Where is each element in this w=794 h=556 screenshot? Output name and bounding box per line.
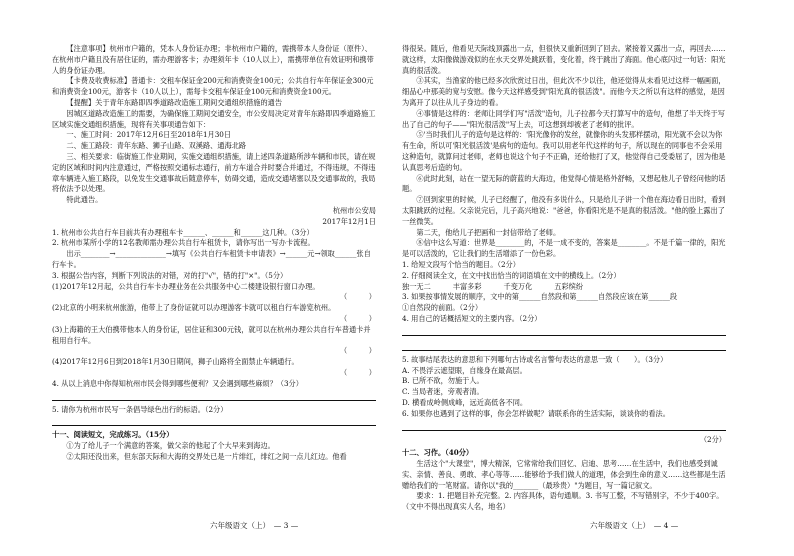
notice-para-2: 【卡费及收费标准】普通卡：交租车保证金200元和消费资金100元；公共自行车年保证金300元和消费资金100元，游客卡（10人以上），需每卡交租车保证金100元和消费资金100元。: [52, 76, 374, 97]
question-3-item-1: (1)2017年12月起，公共自行车卡办理业务在公共服务中心二楼建设银行窗口办理。: [52, 281, 320, 291]
notice-para-1: 【注意事项】杭州市户籍的，凭本人身份证办理；非杭州市户籍的，需携带本人身份证（原件）、在杭州市户籍且没有居住证的，需办理游客卡；办理须年卡（10人以上），需携带单位有效证明和携带人的身份证办理。: [52, 44, 374, 75]
announcement-para-4: 三、相关要求：临街施工作业期间，实施交通组织措施，请上述四条道路所涉车辆和市民，请在规定的区域和时间内注意通过，严格按照交通标志通行，前方车道合并时要合并通过，不得违规，不得违章车辆进入施工路段，以免发生交通事故后随意停车，妨碍交通，造成交通堵塞以及交通事故的，我局将依法予以处理。: [52, 151, 376, 194]
section-11-title: 十一、阅读短文，完成练习。（15分）: [52, 430, 174, 440]
reading-cont-5: ⑥此时此刻，站在一望无际的蔚蓝的大海边，他觉得心情是格外舒畅，又想起他儿子曾经问他的话题。: [402, 173, 726, 194]
option-a: A. 不畏浮云遮望眼，自缘身在最高层。: [402, 365, 527, 375]
reading-cont-7: 第二天，他给儿子把画和一封信带给了老师。: [416, 227, 561, 237]
question-5: 5. 故事结尾表达的意思和下列哪句古诗或名言警句表达的意思一致（ ）。（3分）: [402, 354, 668, 364]
notice-end: 特此通告。: [66, 195, 103, 205]
page-footer-right: 六年级语文（上） — 4 —: [590, 521, 679, 530]
question-3-mark-4[interactable]: （ ）: [340, 367, 376, 377]
option-d: D. 横看成岭侧成峰，远近高低各不同。: [402, 397, 528, 407]
option-c: C. 当局者迷，旁观者清。: [402, 387, 484, 397]
question-2-flow: 出示________→______________→填写《公共自行车租赁卡申请表》→______元→领取______张自行车卡。: [52, 249, 371, 269]
option-b: B. 已所不欲，勿施于人。: [402, 376, 484, 386]
issuer: 杭州市公安局: [332, 205, 376, 215]
answer-line[interactable]: [402, 340, 726, 351]
word-option: 五彩缤纷: [554, 281, 584, 291]
issue-date: 2017年12月1日: [322, 216, 376, 226]
announcement-para-2: 一、施工时间：2017年12月6日至2018年1月30日: [66, 130, 232, 140]
word-option: 独一无二: [402, 281, 431, 291]
reading-cont-8: ⑧信中这么写道：世界是________的，不是一成不变的，答案是________。不是千篇一律的，阳光是可以活泼的，它让我们的生活增添了一份色彩。: [402, 238, 726, 259]
question-3-mark-1[interactable]: （ ）: [340, 292, 376, 302]
announcement-para-1: 因城区道路改造施工的需要，为确保施工期间交通安全，市公安局决定对青年东路即四季道路施工区域实施交通组织措施，现将有关事项通告如下：: [52, 108, 376, 129]
word-option: 丰富多彩: [452, 281, 482, 291]
left-page: [52, 44, 376, 463]
section-12-title: 十二、习作。（40分）: [402, 448, 474, 458]
answer-line[interactable]: [52, 390, 376, 401]
question-4: 4. 从以上消息中你得知杭州市民会得到哪些便利？又会遇到哪些麻烦？（3分）: [52, 378, 303, 388]
question-3-item-3: (3)上海籍的王大伯携带他本人的身份证，居住证和300元钱，就可以在杭州办理公共自行车普通卡并租用自行车。: [52, 324, 371, 345]
essay-prompt: 生活这个"大课堂"，博大精深，它常常给我们回忆、启迪、思考……在生活中，我们也感受到诚实、亲情、善良、勇敢、孝心等等……能够给予我们做人的道理，体会到生命的意义……这些都是生活赠给我们的一笔财富。请你以"我的_______（最珍贵）"为题目，写一篇记叙文。: [402, 459, 726, 490]
answer-line[interactable]: [402, 420, 726, 431]
word-option: 千变万化: [503, 281, 533, 291]
notice-heading: 【提醒】关于青年东路即四季道路改造施工期间交通组织措施的通告: [66, 97, 283, 107]
question-1: 1. 给短文段写个恰当的题目。（2分）: [402, 259, 520, 269]
announcement-para-3: 二、施工路段：青年东路、狮子山路、双溪路、通海北路: [66, 141, 247, 151]
question-3-mark-2[interactable]: （ ）: [340, 313, 376, 323]
question-1: 1. 杭州市公共自行车目前共有办理租车卡______、______和______这几种。（3分）: [52, 227, 314, 237]
reading-cont-1: 得很呆。随后，他看见天际线顶露出一点，但很快又重新回到了回去。紧接着又露出一点，再回去……就这样，太阳像做游戏似的在水天交界处跳跃着，变化着，终于跳出了海面。他心底闪过一句话：阳光真的很活泼。: [402, 44, 726, 75]
question-3: 3. 根据公告内容，判断下列说法的对错，对的打"√"，错的打"×"。（5分）: [52, 270, 288, 280]
question-2: 2. 仔细阅读全文，在文中找出恰当的词语填在文中的横线上。（2分）: [402, 270, 621, 280]
question-6: 6. 如果你也遇到了这样的事，你会怎样做呢？请联系你的生活实际，谈谈你的看法。: [402, 408, 670, 418]
reading-cont-6: ⑦回到家里的时候，儿子已经醒了，他没有多说什么，只是给儿子讲一个他在海边看日出时，看到太阳跳跃的过程。父亲说完后，儿子高兴地说："爸爸，你看阳光是不是真的很活泼。"他的脸上露出了一丝微笑。: [402, 195, 726, 226]
page-footer-left: 六年级语文（上） — 3 —: [210, 521, 299, 530]
question-3-option: ①自然段的前面。（2分）: [402, 303, 483, 313]
question-3: 3. 如果按事情发展的顺序，文中的第______自然段和第______自然段应该在第______段: [402, 292, 678, 302]
question-3-item-2: (2)北京的小明来杭州旅游，他带上了身份证就可以办理游客卡就可以租自行车游览杭州。: [52, 303, 336, 313]
question-4: 4. 用自己的话概括短文的主要内容。（2分）: [402, 313, 542, 323]
reading-cont-2: ③其实，当渔家的他已经多次欣赏过日出，但此次不少以往，他还觉得从未看见过这样一幅画面，细品心中那美的宽与安慰。像今天这样感受到"阳光真的很活泼"。而他今天之所以有这样的感觉，是因为离开了以往从儿子身边的看。: [402, 76, 726, 107]
word-options: [402, 282, 726, 293]
essay-requirements: 要求：1. 把题目补充完整。2. 内容具体，语句通顺。3. 书写工整，不写错别字，不少于400字。（文中不得出现真实人名，地名）: [402, 491, 724, 512]
question-5: 5. 请你为杭州市民写一条倡导绿色出行的标语。（2分）: [52, 404, 228, 414]
reading-para-2: ②太阳还没出来，但东部天际和大海的交界处已是一片绯红，绯红之间一点儿红边。他看: [66, 451, 347, 461]
question-3-mark-3[interactable]: （ ）: [340, 346, 376, 356]
answer-line[interactable]: [402, 325, 726, 336]
reading-cont-3: ④事情是这样的：老师让同学们写"活泼"造句，儿子拉都今天打算写中的造句，他想了半天终于写出了自己的句子——"阳光很活泼"写上去，可这想到却被老了老师的批评。: [402, 108, 725, 129]
answer-line[interactable]: [52, 415, 376, 426]
question-6-score: （2分）: [699, 434, 726, 444]
right-page: [402, 44, 726, 513]
question-3-item-4: (4)2017年12月6日到2018年1月30日期间，狮子山路将全面禁止车辆通行。: [52, 357, 299, 367]
reading-cont-4: ⑤'当时我们儿子的造句是这样的：'阳光像你的发丝，就像你的头发那样摆动，阳光就不会以为你有生命，所以可'阳光很活泼'是病句的造句。我可以用老年代这样的句子，所以现在的同事也不会采用这种造句，就算问过老师，老师也说这个句子不正确，还给他打了叉，他觉得自己受委屈了，因为他是认真思考后造的句。: [402, 130, 726, 172]
reading-para-1: ①为了给儿子一个满意的答案，做父亲的他起了个大早来到海边。: [66, 441, 275, 451]
question-2: 2. 杭州市某所小学的12名教师需办理公共自行车租赁卡，请你写出一写办卡流程。: [52, 238, 315, 248]
